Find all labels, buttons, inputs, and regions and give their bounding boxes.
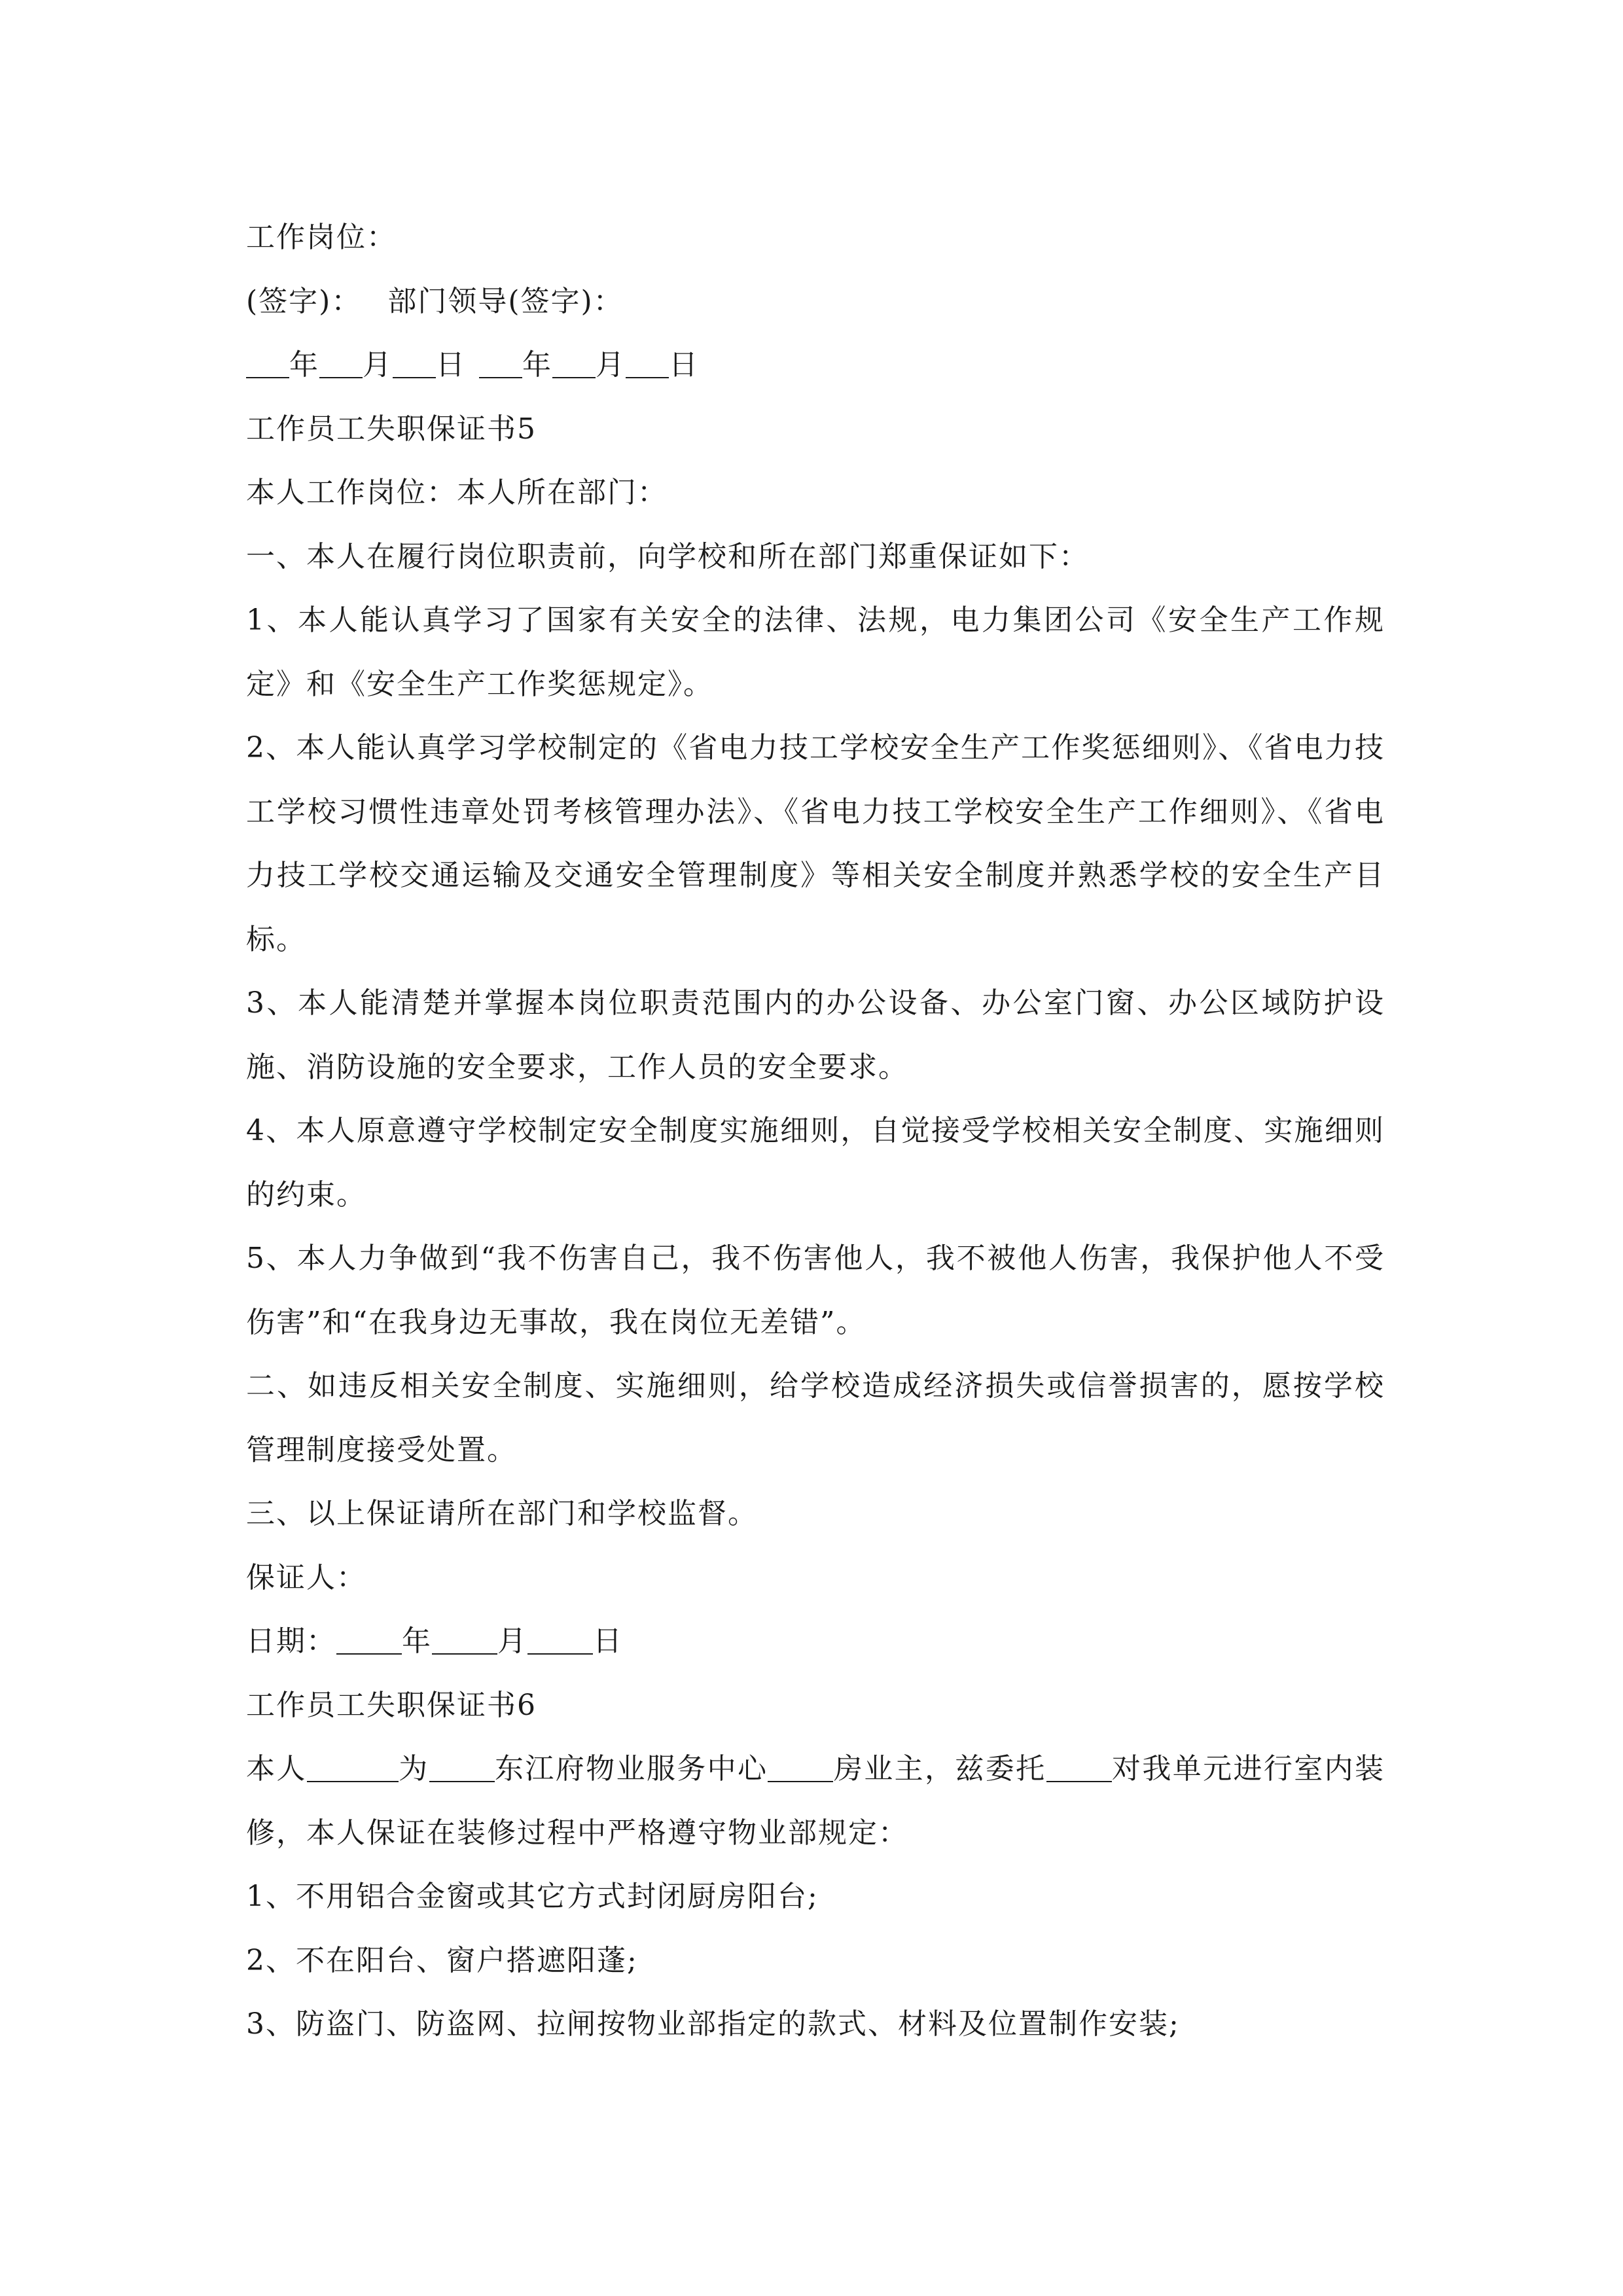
rule-item-2: 2、不在阳台、窗户搭遮阳蓬; [246, 1943, 638, 1977]
paragraph-item-2: 2、本人能认真学习学校制定的《省电力技工学校安全生产工作奖惩细则》、《省电力技工学校习惯性违章处罚考核管理办法》、《省电力技工学校安全生产工作细则》、《省电力技工学校交通运输及交通安全管理制度》等相关安全制度并熟悉学校的安全生产目标。 [246, 731, 1385, 956]
paragraph-owner-statement: 本人 为 东江府物业服务中心 房业主，兹委托 对我单元进行室内装修，本人保证在装修过程中严格遵守物业部规定： [246, 1752, 1385, 1850]
blank-field [527, 1623, 593, 1655]
paragraph-item-3: 3、本人能清楚并掌握本岗位职责范围内的办公设备、办公室门窗、办公区域防护设施、消防设施的安全要求，工作人员的安全要求。 [246, 986, 1385, 1084]
blank-field [1046, 1751, 1112, 1782]
paragraph-item-4: 4、本人原意遵守学校制定安全制度实施细则，自觉接受学校相关安全制度、实施细则的约束。 [246, 1114, 1385, 1211]
signature-label: (签字)： [246, 284, 362, 318]
blank-field [552, 347, 596, 378]
paragraph-violation: 二、如违反相关安全制度、实施细则，给学校造成经济损失或信誉损害的，愿按学校管理制度接受处置。 [246, 1369, 1385, 1467]
paragraph-item-5: 5、本人力争做到“我不伤害自己，我不伤害他人，我不被他人伤害，我保护他人不受伤害”和“在我身边无事故，我在岗位无差错”。 [246, 1242, 1385, 1339]
position-department-line: 本人工作岗位：本人所在部门： [246, 476, 668, 509]
document-body [246, 206, 1385, 2056]
guarantor-label: 保证人： [246, 1560, 366, 1594]
signature-line [246, 270, 1385, 334]
blank-field [307, 1751, 399, 1782]
blank-field [336, 1623, 402, 1655]
blank-field [479, 347, 522, 378]
work-position-label: 工作岗位： [246, 221, 397, 254]
paragraph-item-1: 1、本人能认真学习了国家有关安全的法律、法规，电力集团公司《安全生产工作规定》和《安全生产工作奖惩规定》。 [246, 603, 1385, 701]
blank-field [432, 1623, 497, 1655]
section-title-6: 工作员工失职保证书6 [246, 1688, 537, 1722]
paragraph-supervision: 三、以上保证请所在部门和学校监督。 [246, 1497, 758, 1530]
blank-field [626, 347, 669, 378]
blank-field [429, 1751, 495, 1782]
rule-item-3: 3、防盗门、防盗网、拉闸按物业部指定的款式、材料及位置制作安装; [246, 2007, 1180, 2041]
rule-item-1: 1、不用铝合金窗或其它方式封闭厨房阳台; [246, 1880, 819, 1913]
date-fill-line: 年 月 日 年 月 日 [246, 333, 1385, 397]
blank-field [393, 347, 436, 378]
section-title-5: 工作员工失职保证书5 [246, 412, 537, 446]
blank-field [246, 347, 289, 378]
blank-field [768, 1751, 833, 1782]
paragraph-pledge-intro: 一、本人在履行岗位职责前，向学校和所在部门郑重保证如下： [246, 539, 1089, 573]
date-label: 日期： [246, 1624, 336, 1658]
date-line: 日期： 年 月 日 [246, 1624, 623, 1658]
department-leader-signature-label: 部门领导(签字)： [387, 284, 624, 318]
blank-field [319, 347, 363, 378]
